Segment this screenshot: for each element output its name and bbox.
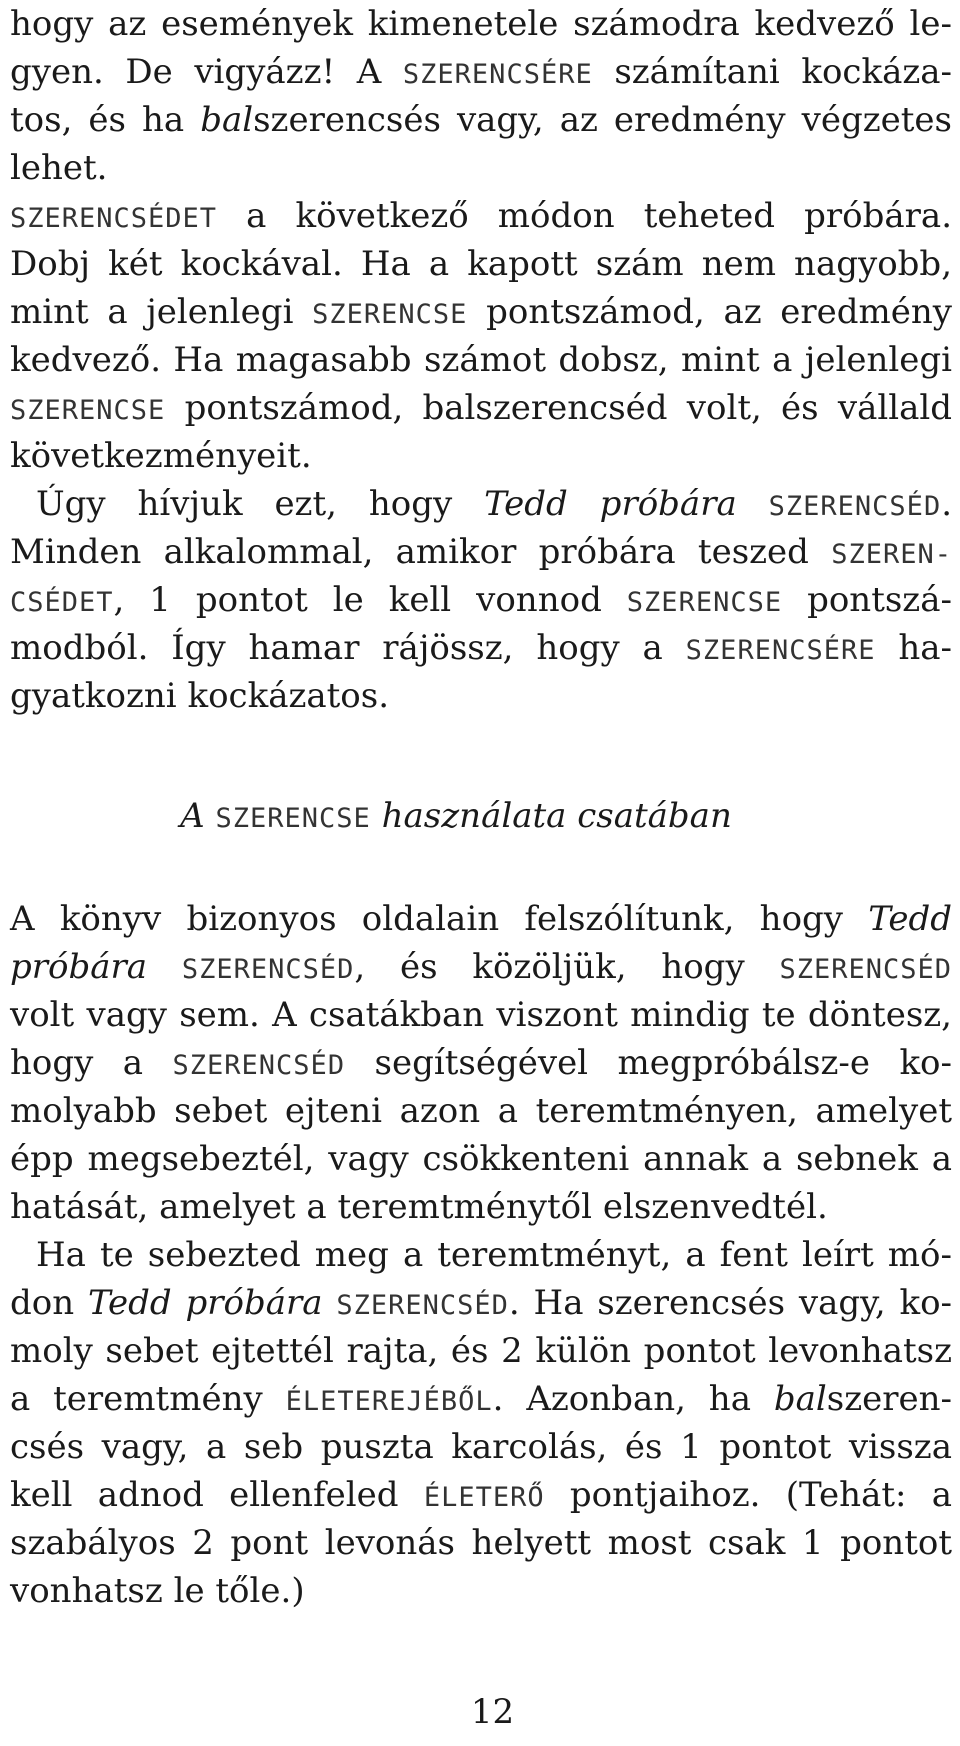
smallcaps-term: SZERENCSÉD [181, 954, 355, 985]
page-body [10, 0, 952, 1615]
section-heading: A SZERENCSE használata csatában [180, 796, 732, 836]
smallcaps-term: SZERENCSÉD [768, 491, 942, 522]
smallcaps-term: SZERENCSÉD [779, 954, 953, 985]
smallcaps-term: SZERENCSÉD [172, 1050, 346, 1081]
text-line: hogy a SZERENCSÉD segítségével megpróbálsz-e ko- [10, 1043, 953, 1083]
text-line: hogy az események kimenetele számodra kedvező le- [10, 4, 952, 44]
text-line: gyatkozni kockázatos. [10, 676, 390, 716]
text-line: molyabb sebet ejteni azon a teremtményen, amelyet [10, 1091, 952, 1131]
paragraph-2 [10, 192, 952, 480]
smallcaps-term: SZERENCSE [312, 299, 468, 330]
text-line: CSÉDET, 1 pontot le kell vonnod SZERENCSE pontszá- [10, 580, 952, 620]
page-number: 12 [470, 1692, 515, 1732]
smallcaps-term: SZERENCSE [10, 395, 166, 426]
smallcaps-term: SZERENCSE [215, 803, 371, 834]
text-line: Ha te sebezted meg a teremtményt, a fent leírt mó- [36, 1235, 952, 1275]
text-line: következményeit. [10, 436, 312, 476]
smallcaps-term: SZERENCSE [626, 587, 783, 618]
smallcaps-term: SZERENCSÉRE [685, 635, 876, 666]
text-line: lehet. [10, 148, 108, 188]
text-line: kedvező. Ha magasabb számot dobsz, mint a jelenlegi [10, 340, 952, 380]
smallcaps-term: SZERENCSÉD [336, 1290, 509, 1321]
paragraph-3 [10, 480, 952, 720]
text-line: don Tedd próbára SZERENCSÉD. Ha szerencsés vagy, ko- [10, 1283, 953, 1323]
text-line: hatását, amelyet a teremtménytől elszenvedtél. [10, 1187, 828, 1227]
text-line: volt vagy sem. A csatákban viszont mindig te döntesz, [10, 995, 952, 1035]
text-line: tos, és ha balszerencsés vagy, az eredmény végzetes [10, 100, 952, 140]
text-line: moly sebet ejtettél rajta, és 2 külön pontot levonhatsz [10, 1331, 952, 1371]
text-line: mint a jelenlegi SZERENCSE pontszámod, az eredmény [10, 292, 953, 332]
text-line: vonhatsz le tőle.) [10, 1571, 305, 1611]
text-line: próbára SZERENCSÉD, és közöljük, hogy SZERENCSÉD [10, 947, 953, 987]
text-line: csés vagy, a seb puszta karcolás, és 1 pontot vissza [10, 1427, 952, 1467]
smallcaps-term: SZEREN- [831, 539, 952, 570]
smallcaps-term: CSÉDET [10, 587, 114, 618]
text-line: SZERENCSÉDET a következő módon teheted próbára. [10, 196, 953, 236]
text-line: a teremtmény ÉLETEREJÉBŐL. Azonban, ha balszeren- [10, 1379, 953, 1419]
smallcaps-term: ÉLETERŐ [423, 1482, 545, 1513]
smallcaps-term: ÉLETEREJÉBŐL [285, 1386, 493, 1417]
text-line: épp megsebeztél, vagy csökkenteni annak a sebnek a [10, 1139, 952, 1179]
text-line: Dobj két kockával. Ha a kapott szám nem nagyobb, [10, 244, 952, 284]
smallcaps-term: SZERENCSÉRE [402, 59, 593, 90]
text-line: Minden alkalommal, amikor próbára teszed SZEREN- [10, 532, 952, 572]
text-line: Úgy hívjuk ezt, hogy Tedd próbára SZERENCSÉD. [36, 484, 953, 524]
text-line: kell adnod ellenfeled ÉLETERŐ pontjaihoz. (Tehát: a [10, 1475, 953, 1515]
text-line: szabályos 2 pont levonás helyett most csak 1 pontot [10, 1523, 952, 1563]
text-line: gyen. De vigyázz! A SZERENCSÉRE számítani kockáza- [10, 52, 953, 92]
text-line: A könyv bizonyos oldalain felszólítunk, hogy Tedd [10, 899, 952, 939]
paragraph-5 [10, 1231, 952, 1615]
paragraph-1 [10, 0, 952, 192]
smallcaps-term: SZERENCSÉDET [10, 203, 218, 234]
text-line: SZERENCSE pontszámod, balszerencséd volt, és vállald [10, 388, 952, 428]
paragraph-4 [10, 895, 952, 1231]
text-line: modból. Így hamar rájössz, hogy a SZERENCSÉRE ha- [10, 628, 953, 668]
